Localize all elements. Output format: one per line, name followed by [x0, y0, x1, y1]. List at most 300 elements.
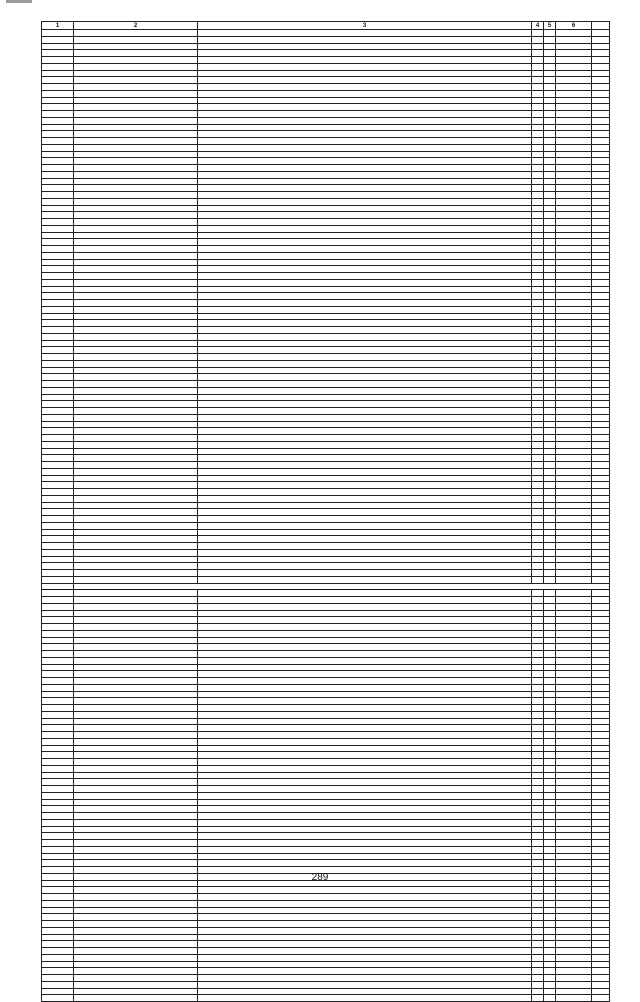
table-cell	[42, 853, 74, 860]
table-cell	[74, 806, 198, 813]
table-cell	[544, 759, 556, 766]
table-cell	[544, 765, 556, 772]
table-cell	[198, 381, 532, 388]
table-cell	[592, 522, 610, 529]
table-cell	[198, 441, 532, 448]
table-cell	[42, 97, 74, 104]
table-row	[42, 644, 610, 651]
table-cell	[556, 192, 592, 199]
table-cell	[532, 671, 544, 678]
table-cell	[544, 603, 556, 610]
table-cell	[198, 617, 532, 624]
table-cell	[74, 300, 198, 307]
table-cell	[42, 934, 74, 941]
table-cell	[544, 198, 556, 205]
table-cell	[198, 927, 532, 934]
table-cell	[532, 171, 544, 178]
table-cell	[532, 725, 544, 732]
table-cell	[544, 50, 556, 57]
table-cell	[532, 509, 544, 516]
table-cell	[198, 192, 532, 199]
table-cell	[544, 475, 556, 482]
table-cell	[532, 914, 544, 921]
table-cell	[556, 941, 592, 948]
table-cell	[74, 414, 198, 421]
table-row	[42, 198, 610, 205]
table-cell	[74, 198, 198, 205]
table-row	[42, 813, 610, 820]
table-cell	[42, 138, 74, 145]
table-cell	[556, 570, 592, 577]
table-cell	[544, 354, 556, 361]
table-cell	[42, 151, 74, 158]
table-cell	[198, 651, 532, 658]
table-cell	[532, 246, 544, 253]
table-cell	[198, 90, 532, 97]
table-cell	[592, 239, 610, 246]
table-cell	[544, 738, 556, 745]
table-cell	[198, 212, 532, 219]
table-cell	[532, 698, 544, 705]
table-cell	[544, 455, 556, 462]
table-row	[42, 745, 610, 752]
table-cell	[592, 826, 610, 833]
table-row	[42, 421, 610, 428]
table-cell	[198, 97, 532, 104]
table-cell	[592, 408, 610, 415]
table-cell	[198, 138, 532, 145]
table-cell	[198, 502, 532, 509]
table-cell	[42, 624, 74, 631]
table-cell	[532, 414, 544, 421]
table-row	[42, 657, 610, 664]
table-cell	[556, 63, 592, 70]
table-cell	[42, 664, 74, 671]
table-cell	[532, 691, 544, 698]
table-cell	[544, 259, 556, 266]
table-cell	[556, 340, 592, 347]
table-cell	[198, 246, 532, 253]
table-cell	[556, 111, 592, 118]
table-cell	[592, 347, 610, 354]
table-row	[42, 840, 610, 847]
table-cell	[198, 718, 532, 725]
table-cell	[42, 381, 74, 388]
table-row	[42, 711, 610, 718]
table-cell	[544, 320, 556, 327]
table-row	[42, 610, 610, 617]
table-cell	[592, 921, 610, 928]
table-cell	[74, 718, 198, 725]
table-cell	[74, 387, 198, 394]
table-cell	[544, 779, 556, 786]
table-cell	[42, 360, 74, 367]
table-cell	[74, 813, 198, 820]
table-cell	[532, 401, 544, 408]
table-cell	[74, 961, 198, 968]
table-cell	[74, 833, 198, 840]
table-row	[42, 441, 610, 448]
table-cell	[544, 239, 556, 246]
table-cell	[544, 529, 556, 536]
table-cell	[74, 320, 198, 327]
table-cell	[592, 70, 610, 77]
table-cell	[556, 306, 592, 313]
table-cell	[592, 894, 610, 901]
table-cell	[556, 367, 592, 374]
table-cell	[556, 70, 592, 77]
table-cell	[592, 624, 610, 631]
page-sheet	[41, 21, 609, 869]
table-cell	[544, 111, 556, 118]
table-cell	[556, 97, 592, 104]
table-row	[42, 624, 610, 631]
table-row	[42, 300, 610, 307]
table-cell	[198, 556, 532, 563]
table-cell	[74, 124, 198, 131]
table-cell	[532, 624, 544, 631]
table-cell	[198, 313, 532, 320]
table-cell	[74, 536, 198, 543]
table-cell	[42, 435, 74, 442]
table-cell	[544, 482, 556, 489]
table-cell	[556, 840, 592, 847]
table-cell	[592, 772, 610, 779]
table-cell	[42, 266, 74, 273]
table-cell	[592, 313, 610, 320]
table-cell	[532, 232, 544, 239]
table-cell	[42, 961, 74, 968]
table-cell	[42, 30, 74, 37]
table-cell	[42, 597, 74, 604]
table-cell	[556, 900, 592, 907]
table-row	[42, 900, 610, 907]
table-cell	[544, 387, 556, 394]
table-cell	[42, 394, 74, 401]
table-cell	[42, 671, 74, 678]
table-cell	[532, 988, 544, 995]
table-cell	[198, 806, 532, 813]
table-cell	[556, 313, 592, 320]
table-cell	[198, 259, 532, 266]
table-cell	[592, 455, 610, 462]
table-cell	[532, 907, 544, 914]
table-cell	[198, 759, 532, 766]
table-cell	[532, 43, 544, 50]
table-cell	[544, 718, 556, 725]
table-cell	[42, 495, 74, 502]
table-cell	[544, 509, 556, 516]
table-cell	[42, 293, 74, 300]
table-cell	[532, 894, 544, 901]
table-cell	[592, 732, 610, 739]
table-row	[42, 212, 610, 219]
table-cell	[74, 752, 198, 759]
table-cell	[42, 684, 74, 691]
table-cell	[592, 30, 610, 37]
table-cell	[556, 36, 592, 43]
table-cell	[74, 786, 198, 793]
table-cell	[198, 151, 532, 158]
table-cell	[198, 684, 532, 691]
table-cell	[556, 252, 592, 259]
table-cell	[556, 212, 592, 219]
table-cell	[544, 819, 556, 826]
table-cell	[532, 563, 544, 570]
table-cell	[556, 462, 592, 469]
table-cell	[42, 691, 74, 698]
table-cell	[556, 246, 592, 253]
table-cell	[592, 367, 610, 374]
table-cell	[544, 516, 556, 523]
table-cell	[42, 887, 74, 894]
table-cell	[544, 30, 556, 37]
table-cell	[74, 529, 198, 536]
table-cell	[556, 138, 592, 145]
table-cell	[42, 617, 74, 624]
table-cell	[556, 232, 592, 239]
table-cell	[42, 178, 74, 185]
table-cell	[42, 813, 74, 820]
table-cell	[198, 36, 532, 43]
table-cell	[544, 563, 556, 570]
table-cell	[544, 887, 556, 894]
table-cell	[592, 124, 610, 131]
table-cell	[198, 43, 532, 50]
table-cell	[592, 333, 610, 340]
table-cell	[544, 846, 556, 853]
table-cell	[74, 563, 198, 570]
table-cell	[74, 603, 198, 610]
table-cell	[42, 833, 74, 840]
table-cell	[42, 225, 74, 232]
table-cell	[198, 198, 532, 205]
table-cell	[556, 590, 592, 597]
table-cell	[42, 981, 74, 988]
table-row	[42, 489, 610, 496]
table-cell	[74, 90, 198, 97]
table-cell	[556, 198, 592, 205]
table-cell	[544, 468, 556, 475]
table-cell	[198, 117, 532, 124]
table-cell	[42, 259, 74, 266]
table-cell	[532, 745, 544, 752]
table-cell	[198, 462, 532, 469]
table-cell	[592, 468, 610, 475]
table-cell	[74, 205, 198, 212]
table-cell	[544, 131, 556, 138]
table-cell	[198, 347, 532, 354]
table-row	[42, 752, 610, 759]
table-cell	[532, 678, 544, 685]
table-cell	[42, 509, 74, 516]
table-row	[42, 313, 610, 320]
table-cell	[544, 664, 556, 671]
table-cell	[544, 840, 556, 847]
table-cell	[198, 657, 532, 664]
table-cell	[198, 900, 532, 907]
table-cell	[74, 637, 198, 644]
table-cell	[198, 475, 532, 482]
table-cell	[532, 468, 544, 475]
table-cell	[74, 219, 198, 226]
table-cell	[556, 860, 592, 867]
table-cell	[74, 887, 198, 894]
table-row	[42, 907, 610, 914]
table-cell	[42, 968, 74, 975]
table-cell	[544, 624, 556, 631]
table-cell	[544, 549, 556, 556]
table-cell	[556, 543, 592, 550]
table-cell	[532, 448, 544, 455]
table-cell	[74, 617, 198, 624]
table-cell	[556, 104, 592, 111]
section-heading-row	[42, 583, 610, 590]
table-cell	[556, 968, 592, 975]
table-cell	[74, 252, 198, 259]
table-cell	[198, 772, 532, 779]
table-cell	[544, 293, 556, 300]
table-cell	[592, 570, 610, 577]
table-cell	[74, 738, 198, 745]
table-cell	[74, 97, 198, 104]
table-cell	[556, 205, 592, 212]
table-cell	[42, 57, 74, 64]
table-cell	[74, 975, 198, 982]
table-cell	[198, 840, 532, 847]
table-cell	[592, 738, 610, 745]
table-cell	[74, 70, 198, 77]
table-cell	[592, 104, 610, 111]
table-row	[42, 232, 610, 239]
table-cell	[544, 462, 556, 469]
table-cell	[544, 441, 556, 448]
table-cell	[592, 90, 610, 97]
table-cell	[42, 846, 74, 853]
table-cell	[592, 462, 610, 469]
table-cell	[544, 495, 556, 502]
table-cell	[592, 860, 610, 867]
table-cell	[74, 313, 198, 320]
table-cell	[198, 671, 532, 678]
table-cell	[532, 961, 544, 968]
table-cell	[592, 144, 610, 151]
table-row	[42, 111, 610, 118]
table-row	[42, 340, 610, 347]
table-cell	[592, 198, 610, 205]
table-cell	[544, 306, 556, 313]
table-cell	[592, 232, 610, 239]
table-cell	[198, 401, 532, 408]
table-cell	[544, 43, 556, 50]
table-cell	[556, 786, 592, 793]
table-cell	[74, 846, 198, 853]
table-cell	[556, 799, 592, 806]
table-cell	[532, 77, 544, 84]
table-row	[42, 772, 610, 779]
table-cell	[42, 786, 74, 793]
table-row	[42, 988, 610, 995]
column-number-cell: 5	[544, 22, 556, 30]
table-cell	[556, 489, 592, 496]
table-cell	[556, 995, 592, 1002]
table-cell	[592, 401, 610, 408]
table-cell	[198, 603, 532, 610]
table-cell	[198, 921, 532, 928]
table-cell	[74, 354, 198, 361]
table-cell	[532, 144, 544, 151]
table-cell	[592, 961, 610, 968]
table-cell	[556, 151, 592, 158]
table-cell	[198, 934, 532, 941]
table-row	[42, 144, 610, 151]
table-cell	[532, 590, 544, 597]
table-cell	[198, 819, 532, 826]
table-cell	[42, 70, 74, 77]
table-cell	[198, 482, 532, 489]
table-cell	[532, 684, 544, 691]
table-row	[42, 738, 610, 745]
table-cell	[42, 779, 74, 786]
section-heading-cell	[74, 583, 610, 590]
table-cell	[544, 792, 556, 799]
table-cell	[74, 138, 198, 145]
table-row	[42, 367, 610, 374]
table-cell	[74, 853, 198, 860]
column-blank-cell	[592, 22, 610, 30]
table-cell	[556, 495, 592, 502]
table-cell	[198, 995, 532, 1002]
table-cell	[556, 853, 592, 860]
table-cell	[42, 313, 74, 320]
table-cell	[42, 421, 74, 428]
table-cell	[592, 57, 610, 64]
table-cell	[544, 279, 556, 286]
table-cell	[556, 705, 592, 712]
table-cell	[42, 367, 74, 374]
table-cell	[74, 792, 198, 799]
table-row	[42, 333, 610, 340]
table-cell	[556, 84, 592, 91]
table-cell	[592, 644, 610, 651]
table-cell	[544, 144, 556, 151]
table-cell	[74, 57, 198, 64]
table-cell	[198, 786, 532, 793]
table-cell	[556, 921, 592, 928]
table-cell	[544, 698, 556, 705]
table-cell	[198, 468, 532, 475]
table-cell	[42, 84, 74, 91]
table-cell	[42, 651, 74, 658]
table-cell	[74, 77, 198, 84]
table-cell	[544, 300, 556, 307]
table-cell	[556, 529, 592, 536]
table-cell	[544, 374, 556, 381]
table-cell	[592, 853, 610, 860]
table-cell	[592, 293, 610, 300]
table-cell	[532, 239, 544, 246]
table-cell	[532, 36, 544, 43]
table-cell	[198, 455, 532, 462]
table-cell	[74, 988, 198, 995]
table-cell	[532, 610, 544, 617]
table-cell	[198, 178, 532, 185]
table-cell	[544, 678, 556, 685]
table-cell	[532, 556, 544, 563]
table-cell	[556, 502, 592, 509]
table-cell	[592, 637, 610, 644]
table-cell	[74, 225, 198, 232]
